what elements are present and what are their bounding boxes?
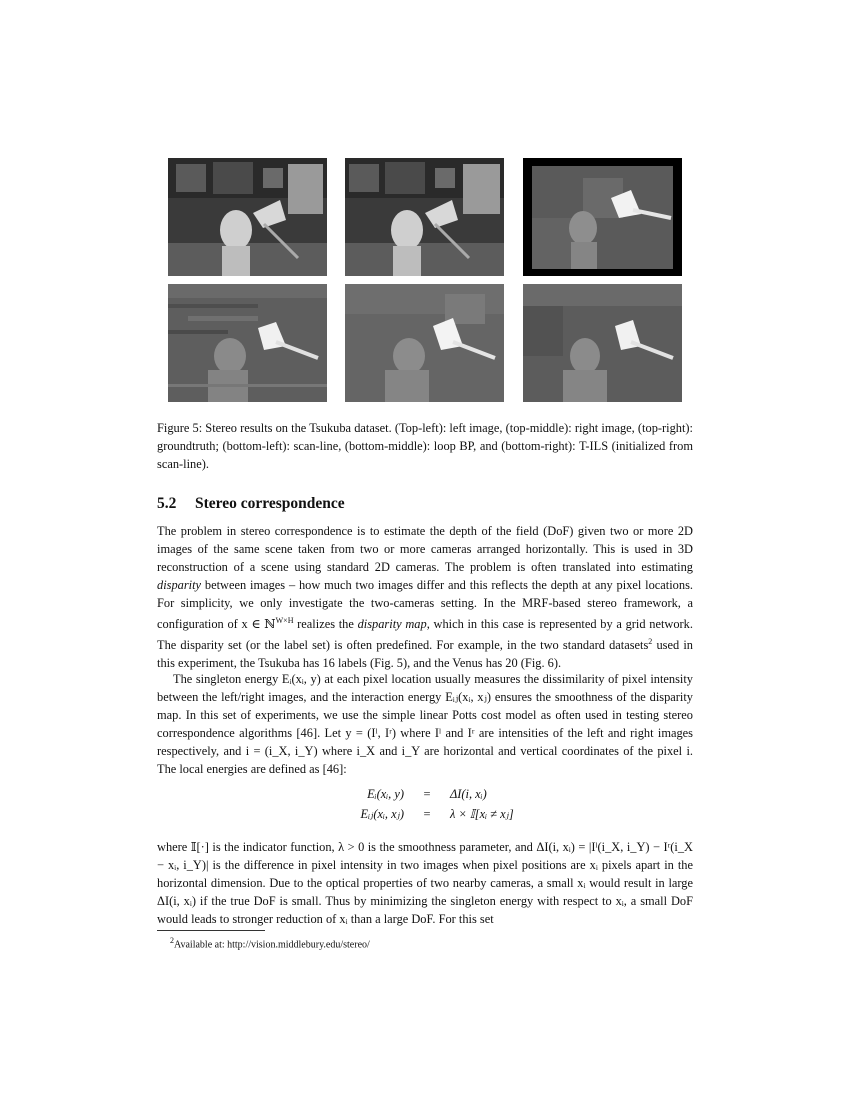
p1-math-sup: W×H (275, 616, 294, 625)
equation-block (300, 784, 560, 824)
footnote-text: Available at: http://vision.middlebury.edu/stereo/ (174, 939, 370, 951)
section-title: Stereo correspondence (195, 495, 345, 512)
p1-text-3: realizes the (293, 617, 358, 632)
footnote-ref: 2 (648, 637, 653, 647)
figure-caption: Figure 5: Stereo results on the Tsukuba dataset. (Top-left): left image, (top-middle): right image, (top-right): groundtruth; (bottom-left): scan-line, (bottom-middle): loop BP, and (bottom-right): T-ILS (initialized from scan-line). (157, 421, 693, 471)
footnote-divider (157, 930, 265, 931)
p1-emphasis-disparity: disparity (157, 578, 202, 592)
panel-t-ils (523, 284, 682, 402)
p1-math: x ∈ ℕ (241, 617, 276, 632)
paragraph-3: where 𝕀[·] is the indicator function, λ > 0 is the smoothness parameter, and ΔI(i, xᵢ) = |Iˡ(i_X, i_Y) − Iʳ(i_X − xᵢ, i_Y)| is the difference in pixel intensity in two images when pixel positions are xᵢ pixels apart in the horizontal dimension. Due to the optical properties of two nearby cameras, a small xᵢ would result in large ΔI(i, xᵢ) if the true DoF is small. Thus by minimizing the singleton energy with respect to xᵢ, a small DoF would leads to stronger reduction of xᵢ than a large DoF. For this set (157, 840, 693, 926)
p1-text-5: used in this experiment, the Tsukuba has 16 labels (Fig. 5), and the Venus has 20 (Fig. 6). (157, 638, 693, 671)
equation-row (300, 804, 560, 824)
equation-row (300, 784, 560, 804)
footnote-mark: 2 (170, 936, 174, 945)
panel-loop-bp (345, 284, 504, 402)
panel-right-image (345, 158, 504, 276)
figure-5-grid (168, 158, 682, 402)
eq1-lhs: Eᵢ(xᵢ, y) (367, 787, 404, 801)
eq1-op: = (423, 787, 431, 801)
footnote (170, 934, 670, 951)
p1-emphasis-disparity-map: disparity map (357, 617, 427, 632)
eq2-rhs: λ × 𝕀[xᵢ ≠ xⱼ] (450, 807, 514, 821)
section-heading (157, 495, 693, 513)
section-number: 5.2 (157, 495, 177, 512)
p1-text-4: , which in this case is represented by a grid network. The disparity set (or the label set) is often predefined. For example, in the two standard datasets (157, 617, 693, 653)
eq2-lhs: Eᵢⱼ(xᵢ, xⱼ) (360, 807, 404, 821)
panel-groundtruth (523, 158, 682, 276)
panel-scan-line (168, 284, 327, 402)
eq1-rhs: ΔI(i, xᵢ) (450, 787, 487, 801)
paragraph-2: The singleton energy Eᵢ(xᵢ, y) at each pixel location usually measures the dissimilarity of pixel intensity between the left/right images, and the interaction energy Eᵢⱼ(xᵢ, xⱼ) ensures the smoothness of the disparity map. In this set of experiments, we use the simple linear Potts cost model as often used in testing stereo correspondence algorithms [46]. Let y = (Iˡ, Iʳ) where Iˡ and Iʳ are intensities of the left and right images respectively, and i = (i_X, i_Y) where i_X and i_Y are horizontal and vertical coordinates of the pixel i. The local energies are defined as [46]: (157, 672, 693, 776)
eq2-op: = (423, 807, 431, 821)
panel-left-image (168, 158, 327, 276)
p1-text-1: The problem in stereo correspondence is to estimate the depth of the field (DoF) given two or more 2D images of the same scene taken from two or more cameras arranged horizontally. This is used in 3D reconstruction of a scene using standard 2D cameras. The problem is often translated into estimating (157, 524, 693, 574)
p1-text-2: between images – how much two images differ and this reflects the depth at any pixel locations. For simplicity, we only investigate the two-cameras setting. In the MRF-based stereo framework, a configuration of (157, 578, 693, 632)
paragraph-1 (157, 522, 693, 672)
